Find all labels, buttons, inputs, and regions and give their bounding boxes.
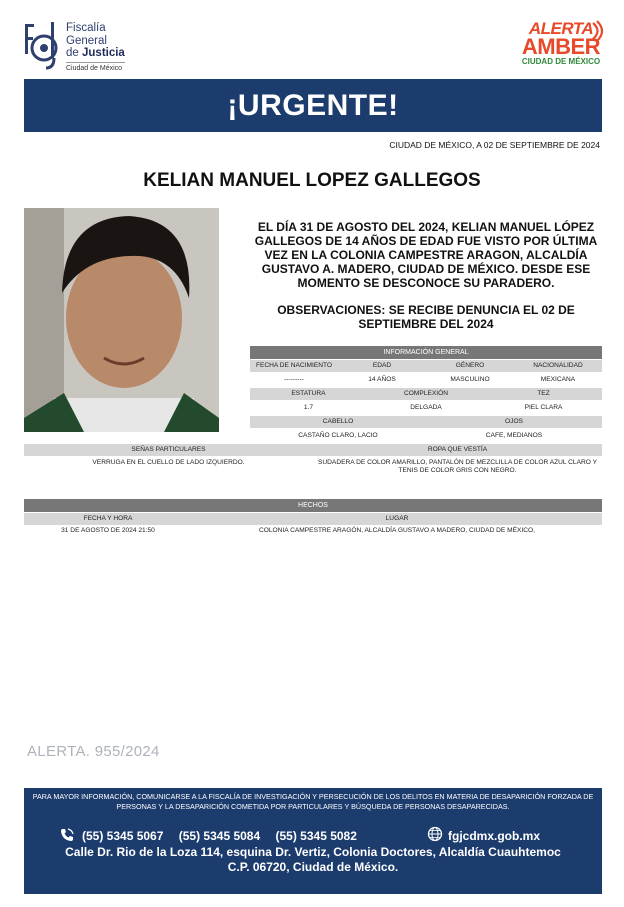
value-skin: PIEL CLARA <box>524 404 563 411</box>
value-eyes: CAFE, MEDIANOS <box>485 432 543 439</box>
label-eyes: OJOS <box>505 418 523 425</box>
globe-icon <box>427 826 443 842</box>
value-clothing: SUDADERA DE COLOR AMARILLO, PANTALÓN DE MEZCLILLA DE COLOR AZUL CLARO Y TENIS DE COLOR GRIS CON NEGRO. <box>318 459 597 474</box>
observations: OBSERVACIONES: SE RECIBE DENUNCIA EL 02 DE SEPTIEMBRE DEL 2024 <box>277 303 575 331</box>
info-table-header: INFORMACIÓN GENERAL <box>250 346 602 359</box>
fgj-emblem-icon <box>24 20 62 72</box>
alert-number: ALERTA. 955/2024 <box>27 743 160 760</box>
amber-alerta-text: ALERTA <box>528 19 594 38</box>
info-row1-labels <box>250 360 602 372</box>
fgj-line4: Ciudad de México <box>66 62 125 73</box>
value-age: 14 AÑOS <box>368 376 396 383</box>
info-row3-values <box>250 430 602 442</box>
fgj-line2: General <box>66 34 107 47</box>
missing-person-name: KELIAN MANUEL LOPEZ GALLEGOS <box>143 170 481 191</box>
label-datetime: FECHA Y HORA <box>83 515 133 522</box>
phone-icon <box>60 828 74 842</box>
value-gender: MASCULINO <box>450 376 490 383</box>
info-row2-labels <box>250 388 602 400</box>
label-build: COMPLEXIÓN <box>404 390 448 397</box>
urgent-banner: ¡URGENTE! <box>24 79 602 132</box>
fgj-logo <box>24 20 134 76</box>
hechos-header: HECHOS <box>24 499 602 512</box>
footer-phones <box>82 829 369 843</box>
case-description: EL DÍA 31 DE AGOSTO DEL 2024, KELIAN MANUEL LÓPEZ GALLEGOS DE 14 AÑOS DE EDAD FUE VISTO POR ÚLTIMA VEZ EN LA COLONIA CAMPESTRE ARAGON, ALCALDÍA GUSTAVO A. MADERO, CIUDAD DE MÉXICO. DESDE ESE MOMENTO SE DESCONOCE SU PARADERO. <box>254 220 598 290</box>
value-marks: VERRUGA EN EL CUELLO DE LADO IZQUIERDO. <box>92 459 245 466</box>
info-row1-values <box>250 374 602 386</box>
fgj-line3-bold: Justicia <box>82 47 125 59</box>
label-hair: CABELLO <box>322 418 354 425</box>
value-place: COLONIA CAMPESTRE ARAGÓN, ALCALDÍA GUSTAVO A MADERO, CIUDAD DE MÉXICO, <box>258 527 536 534</box>
label-marks: SEÑAS PARTICULARES <box>131 446 206 453</box>
value-build: DELGADA <box>410 404 442 411</box>
fgj-line1: Fiscalía <box>66 22 106 34</box>
footer <box>24 788 602 894</box>
marks-labels <box>24 444 602 456</box>
amber-alert-logo <box>518 20 604 76</box>
footer-address <box>24 845 602 875</box>
label-skin: TEZ <box>537 390 550 397</box>
fgj-logo-text <box>66 22 125 73</box>
label-height: ESTATURA <box>291 390 326 397</box>
phone-3[interactable]: (55) 5345 5082 <box>275 829 357 843</box>
label-gender: GÉNERO <box>455 362 485 369</box>
label-clothing: ROPA QUE VESTÍA <box>427 446 488 453</box>
label-nationality: NACIONALIDAD <box>533 362 583 369</box>
phone-1[interactable]: (55) 5345 5067 <box>82 829 164 843</box>
label-age: EDAD <box>372 362 392 369</box>
hechos-values <box>24 525 602 537</box>
website-link[interactable]: fgjcdmx.gob.mx <box>448 829 541 843</box>
hechos-labels <box>24 513 602 525</box>
value-hair: CASTAÑO CLARO, LACIO <box>298 432 378 439</box>
label-birthdate: FECHA DE NACIMIENTO <box>255 362 333 369</box>
issue-date: CIUDAD DE MÉXICO, A 02 DE SEPTIEMBRE DE 2024 <box>389 140 600 150</box>
amber-city-text: CIUDAD DE MÉXICO <box>521 57 601 66</box>
phone-2[interactable]: (55) 5345 5084 <box>178 829 261 843</box>
fgj-line3 <box>66 47 125 60</box>
address-line1: Calle Dr. Rio de la Loza 114, esquina Dr. Vertiz, Colonia Doctores, Alcaldía Cuauhtemoc <box>65 845 561 859</box>
signal-arcs-icon <box>590 20 606 42</box>
info-row3-labels <box>250 416 602 428</box>
amber-amber-text: AMBER <box>521 34 601 59</box>
value-birthdate: --------- <box>284 376 304 383</box>
fgj-line3-prefix: de <box>66 47 82 59</box>
missing-person-photo <box>24 208 219 432</box>
address-line2: C.P. 06720, Ciudad de México. <box>227 860 399 874</box>
info-row2-values <box>250 402 602 414</box>
footer-info: PARA MAYOR INFORMACIÓN, COMUNICARSE A LA FISCALÍA DE INVESTIGACIÓN Y PERSECUCIÓN DE LOS DELITOS EN MATERIA DE DESAPARICIÓN FORZADA DE PERSONAS Y LA DESAPARICIÓN COMETIDA POR PARTICULARES Y BÚSQUEDA DE PERSONAS DESAPARECIDAS. <box>32 792 594 811</box>
value-nationality: MEXICANA <box>540 376 576 383</box>
value-height: 1.7 <box>303 404 314 411</box>
value-datetime: 31 DE AGOSTO DE 2024 21:50 <box>61 527 155 534</box>
label-place: LUGAR <box>385 515 409 522</box>
